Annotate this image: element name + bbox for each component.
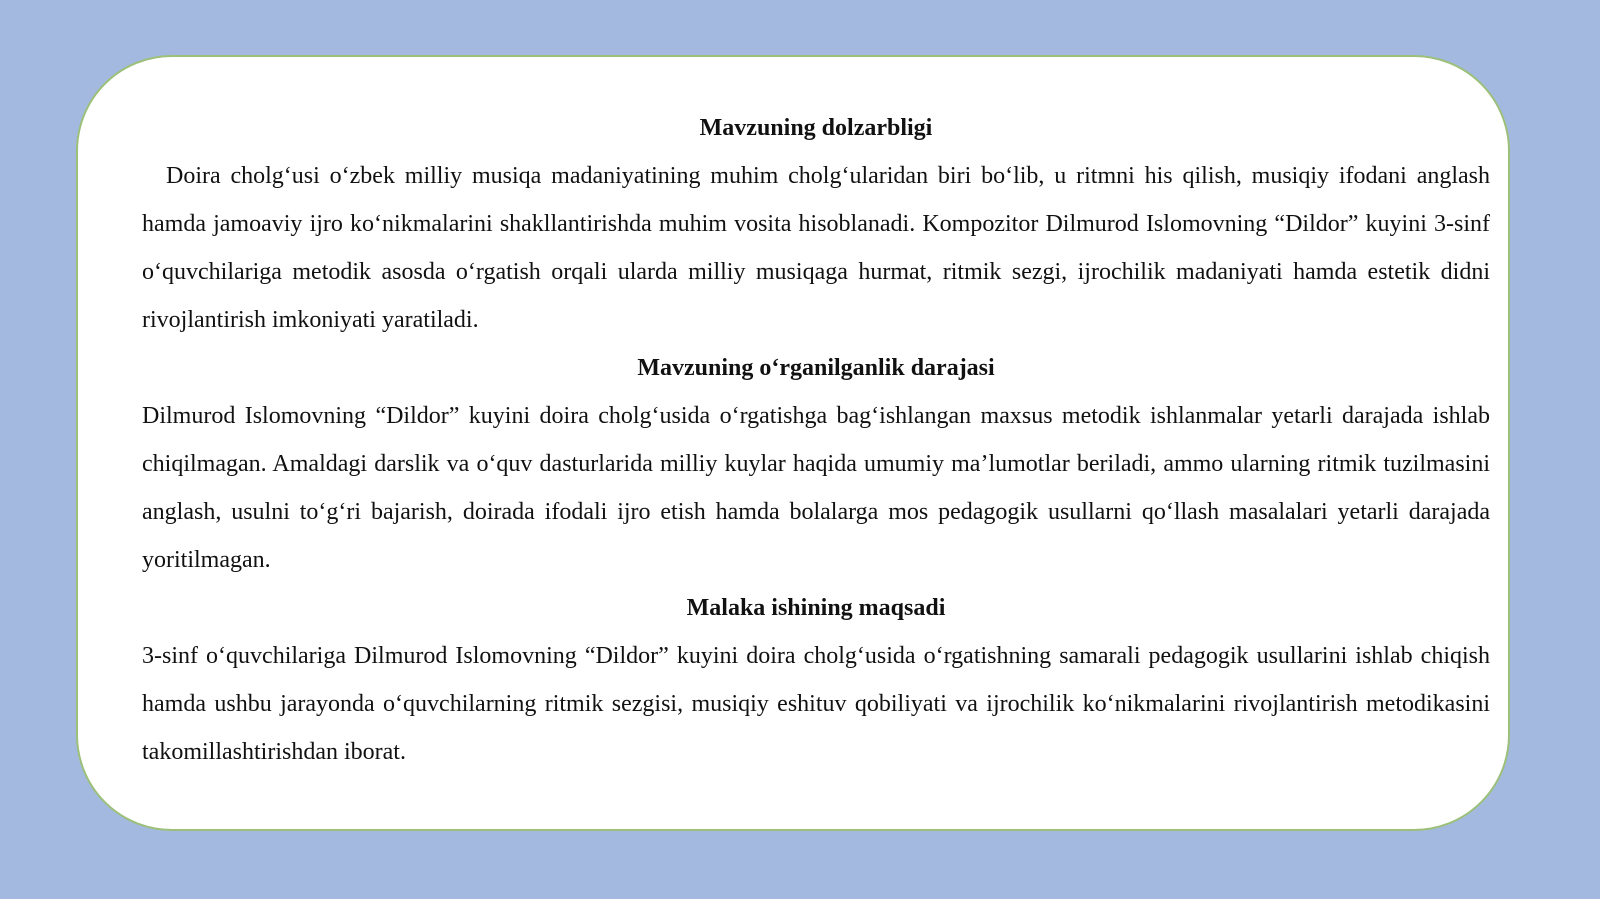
section-heading-study-level: Mavzuning o‘rganilganlik darajasi [637, 355, 995, 381]
section-text-study-level: Dilmurod Islomovning “Dildor” kuyini doira cholg‘usida o‘rgatishga bag‘ishlangan maxsus metodik ishlanmalar yetarli darajada ishlab chiqilmagan. Amaldagi darslik va o‘quv dasturlarida milliy kuylar haqida umumiy ma’lumotlar beriladi, ammo ularning ritmik tuzilmasini anglash, usulni to‘g‘ri bajarish, doirada ifodali ijro etish hamda bolalarga mos pedagogik usullarni qo‘llash masalalari yetarli darajada yoritilmagan. [142, 403, 1490, 573]
section-heading-relevance: Mavzuning dolzarbligi [699, 115, 933, 141]
section-text-goal: 3-sinf o‘quvchilariga Dilmurod Islomovning “Dildor” kuyini doira cholg‘usida o‘rgatishning samarali pedagogik usullarini ishlab chiqish hamda ushbu jarayonda o‘quvchilarning ritmik sezgisi, musiqiy eshituv qobiliyati va ijrochilik ko‘nikmalarini rivojlantirish metodikasini takomillashtirishdan iborat. [142, 643, 1490, 765]
section-heading-goal: Malaka ishining maqsadi [686, 595, 946, 621]
slide-content [142, 104, 1490, 776]
section-text-relevance: Doira cholg‘usi o‘zbek milliy musiqa madaniyatining muhim cholg‘ularidan biri bo‘lib, u ritmni his qilish, musiqiy ifodani anglash hamda jamoaviy ijro ko‘nikmalarini shakllantirishda muhim vosita hisoblanadi. Kompozitor Dilmurod Islomovning “Dildor” kuyini 3-sinf o‘quvchilariga metodik asosda o‘rgatish orqali ularda milliy musiqaga hurmat, ritmik sezgi, ijrochilik madaniyati hamda estetik didni rivojlantirish imkoniyati yaratiladi. [142, 163, 1490, 333]
